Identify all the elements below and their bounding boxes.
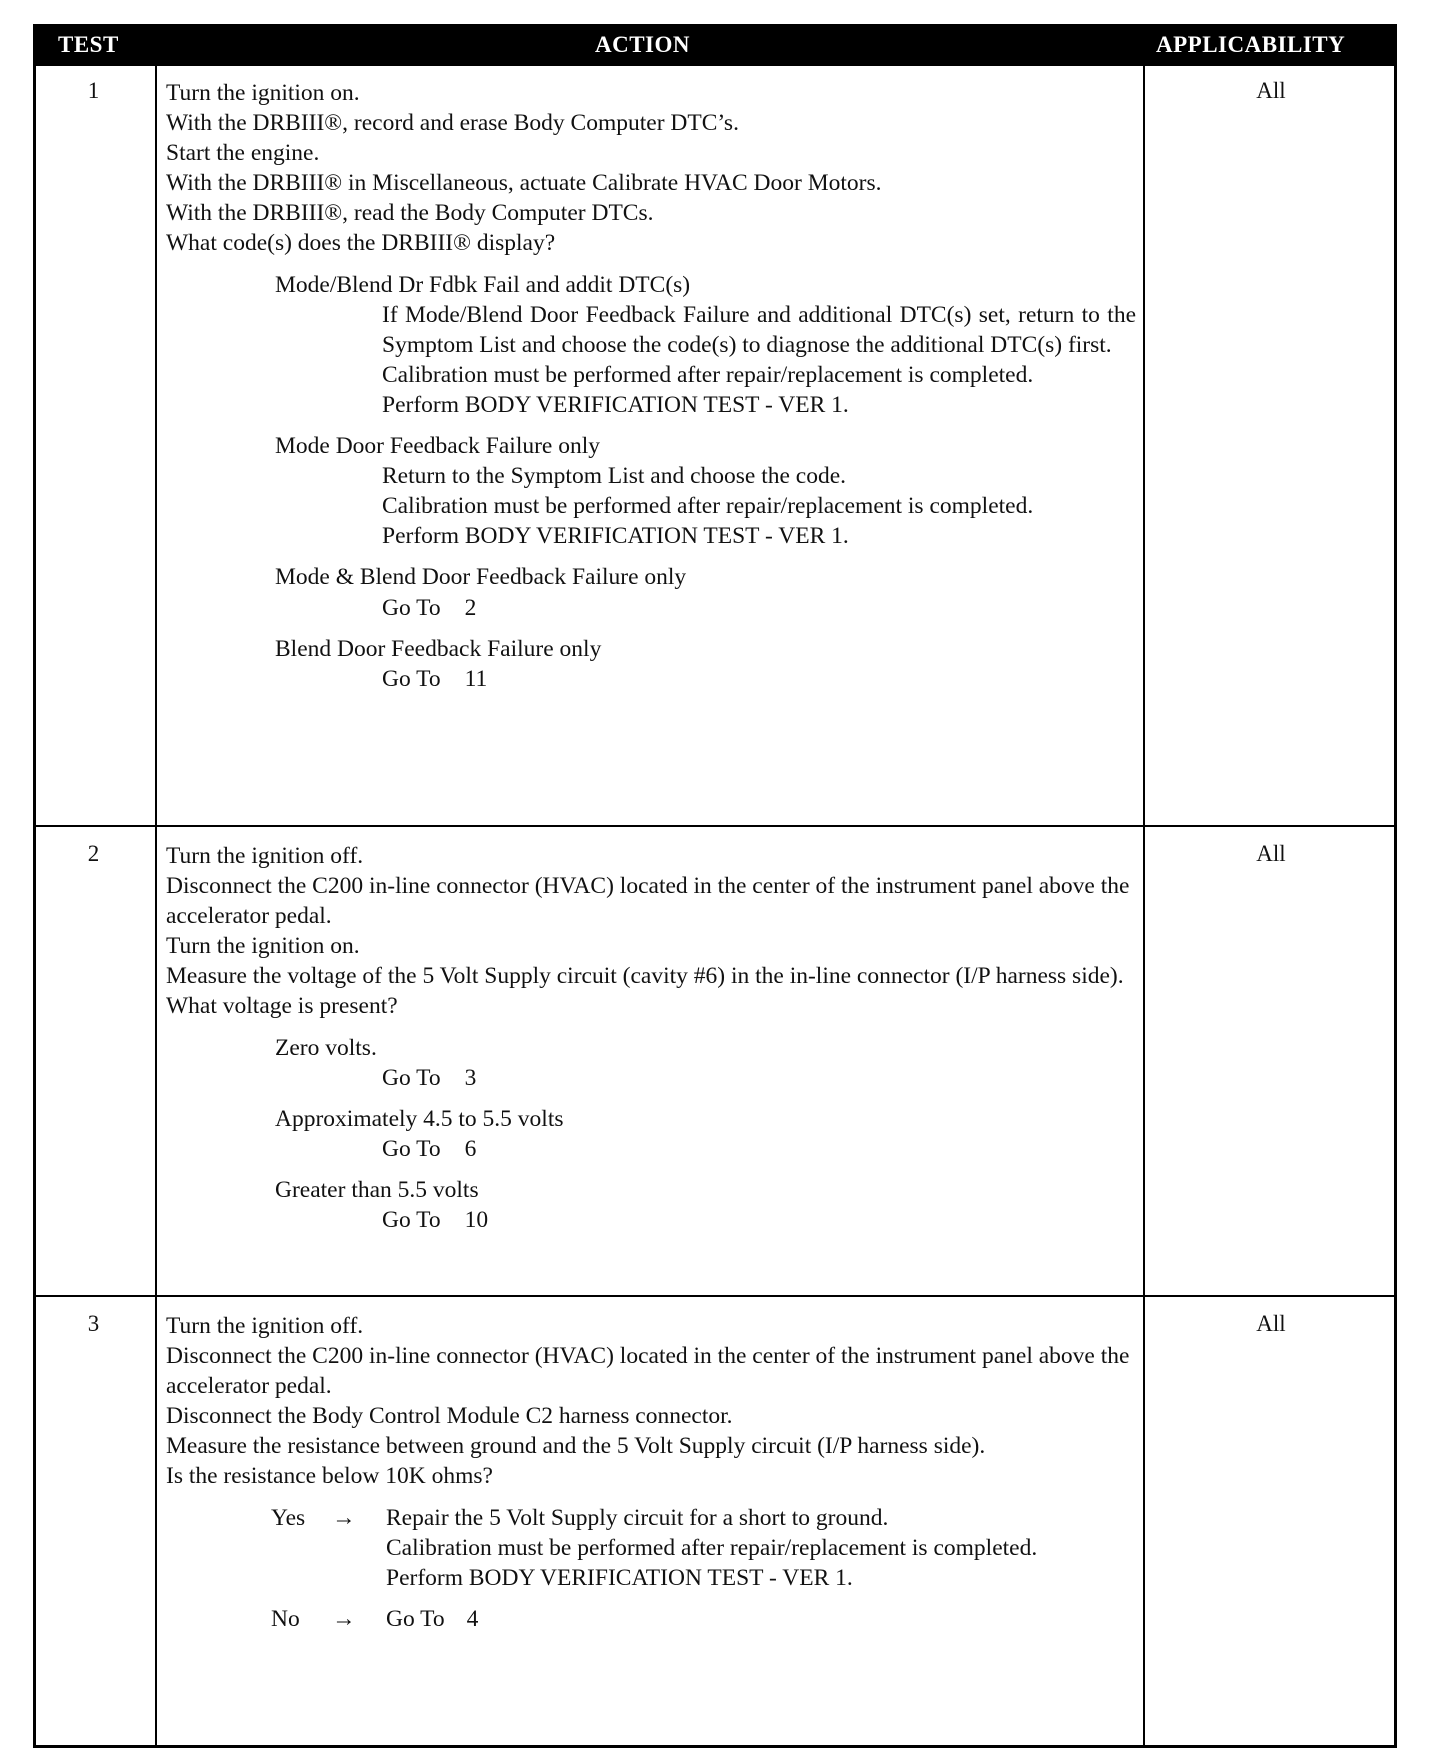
goto-test-link[interactable]: 6 xyxy=(464,1135,477,1162)
goto xyxy=(166,664,1136,694)
step: Disconnect the C200 in-line connector (HVAC) located in the center of the instrument panel above the accelerator pedal. xyxy=(166,873,1130,930)
table-header xyxy=(33,24,1397,66)
column-divider xyxy=(155,66,157,1745)
option-result: Perform BODY VERIFICATION TEST - VER 1. xyxy=(382,523,849,550)
option xyxy=(166,1033,1136,1093)
table-body xyxy=(33,66,1397,1748)
goto xyxy=(166,1205,1136,1235)
yes-result: Calibration must be performed after repair/replacement is completed. xyxy=(386,1534,1038,1561)
yes-label: Yes xyxy=(271,1504,306,1531)
test-number: 2 xyxy=(87,841,100,866)
option xyxy=(166,431,1136,551)
option-label: Zero volts. xyxy=(275,1034,377,1061)
option-label: Mode Door Feedback Failure only xyxy=(275,433,601,460)
option xyxy=(166,270,1136,420)
option xyxy=(166,562,1136,622)
goto-label: Go To xyxy=(382,1064,441,1091)
option-result: If Mode/Blend Door Feedback Failure and additional DTC(s) set, return to the Symptom List and choose the code(s) to diagnose the additional DTC(s) first. xyxy=(382,301,1136,358)
test-number: 1 xyxy=(87,78,100,103)
test-3-action xyxy=(166,1311,1136,1634)
option-label: Blend Door Feedback Failure only xyxy=(275,635,602,662)
option-label: Greater than 5.5 volts xyxy=(275,1176,479,1203)
goto-test-link[interactable]: 10 xyxy=(464,1207,489,1234)
test-2-action xyxy=(166,841,1136,1235)
row-divider xyxy=(36,1295,1394,1297)
goto-test-link[interactable]: 2 xyxy=(464,594,477,621)
applicability: All xyxy=(1256,841,1286,866)
goto xyxy=(166,1063,1136,1093)
option-result: Perform BODY VERIFICATION TEST - VER 1. xyxy=(382,391,849,418)
goto-label: Go To xyxy=(382,594,441,621)
goto-test-link[interactable]: 3 xyxy=(464,1064,477,1091)
header-applicability: APPLICABILITY xyxy=(1156,32,1346,57)
goto xyxy=(166,1134,1136,1164)
row-divider xyxy=(36,825,1394,827)
goto-label: Go To xyxy=(382,1207,441,1234)
step: Disconnect the Body Control Module C2 harness connector. xyxy=(166,1403,733,1430)
question: Is the resistance below 10K ohms? xyxy=(166,1463,493,1490)
header-action: ACTION xyxy=(595,32,691,57)
option xyxy=(166,634,1136,694)
test-1-action xyxy=(166,78,1136,694)
no-label: No xyxy=(271,1605,300,1632)
question: What voltage is present? xyxy=(166,993,398,1020)
goto-label: Go To xyxy=(382,1135,441,1162)
goto xyxy=(166,593,1136,623)
goto xyxy=(166,1604,1136,1634)
step: Measure the voltage of the 5 Volt Supply circuit (cavity #6) in the in-line connector (I/P harness side). xyxy=(166,963,1124,990)
yes-result: Perform BODY VERIFICATION TEST - VER 1. xyxy=(386,1564,853,1591)
step: With the DRBIII®, read the Body Computer DTCs. xyxy=(166,200,654,227)
option-result: Return to the Symptom List and choose the code. xyxy=(382,463,847,490)
goto-label: Go To xyxy=(386,1605,445,1632)
column-divider xyxy=(1143,66,1145,1745)
option-label: Mode & Blend Door Feedback Failure only xyxy=(275,564,687,591)
arrow-icon: → xyxy=(332,1605,356,1632)
option-label: Mode/Blend Dr Fdbk Fail and addit DTC(s) xyxy=(275,271,691,298)
applicability: All xyxy=(1256,78,1286,103)
test-number: 3 xyxy=(87,1311,100,1336)
step: With the DRBIII® in Miscellaneous, actuate Calibrate HVAC Door Motors. xyxy=(166,170,882,197)
option-result: Calibration must be performed after repair/replacement is completed. xyxy=(382,493,1034,520)
step: Turn the ignition off. xyxy=(166,843,364,869)
step: Turn the ignition on. xyxy=(166,933,360,960)
option xyxy=(166,1175,1136,1235)
goto-test-link[interactable]: 4 xyxy=(466,1605,479,1632)
no-branch xyxy=(166,1604,1136,1634)
step: With the DRBIII®, record and erase Body Computer DTC’s. xyxy=(166,110,739,137)
goto-test-link[interactable]: 11 xyxy=(464,665,488,692)
step: Measure the resistance between ground and the 5 Volt Supply circuit (I/P harness side). xyxy=(166,1433,986,1460)
question: What code(s) does the DRBIII® display? xyxy=(166,230,556,257)
goto-label: Go To xyxy=(382,665,441,692)
option xyxy=(166,1104,1136,1164)
step: Start the engine. xyxy=(166,140,320,167)
header-test: TEST xyxy=(58,32,119,57)
arrow-icon: → xyxy=(332,1504,356,1531)
yes-branch xyxy=(166,1503,1136,1593)
option-result: Calibration must be performed after repair/replacement is completed. xyxy=(382,361,1034,388)
yes-result: Repair the 5 Volt Supply circuit for a short to ground. xyxy=(386,1504,889,1531)
step: Turn the ignition on. xyxy=(166,80,360,106)
step: Disconnect the C200 in-line connector (HVAC) located in the center of the instrument panel above the accelerator pedal. xyxy=(166,1343,1130,1400)
step: Turn the ignition off. xyxy=(166,1313,364,1339)
applicability: All xyxy=(1256,1311,1286,1336)
option-label: Approximately 4.5 to 5.5 volts xyxy=(275,1105,564,1132)
